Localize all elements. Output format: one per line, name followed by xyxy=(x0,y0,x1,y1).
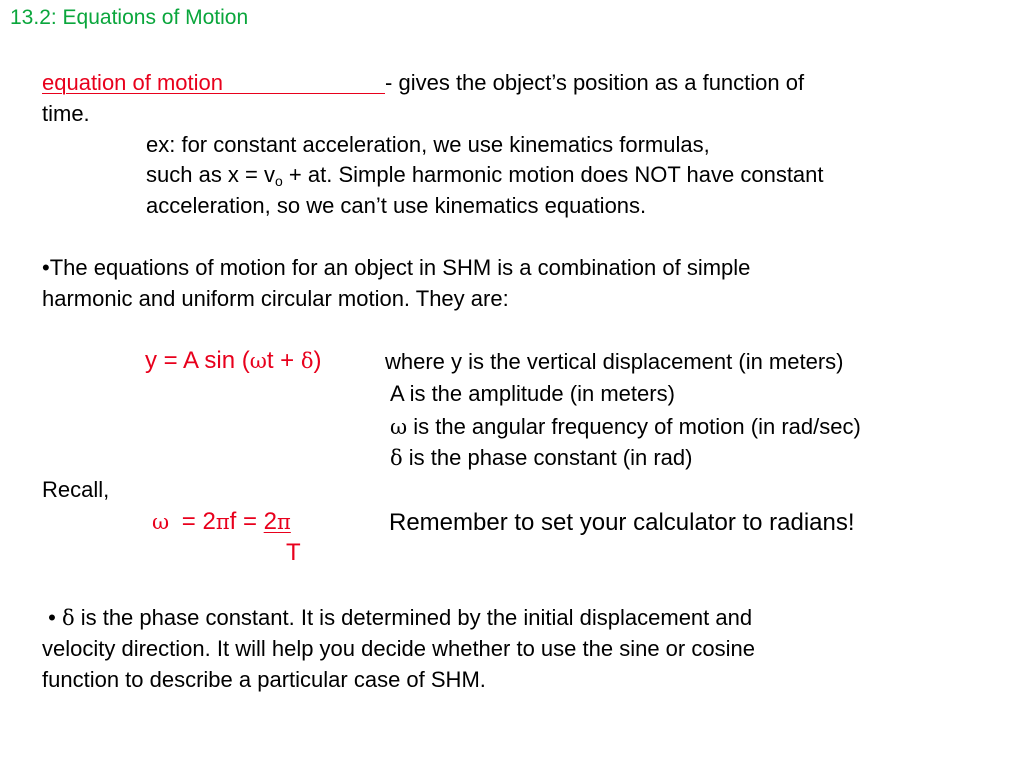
where-delta-text: is the phase constant (in rad) xyxy=(402,445,693,470)
where-delta xyxy=(390,444,692,472)
equation-close: ) xyxy=(313,347,322,374)
equation-y-part: y = A sin ( xyxy=(145,347,250,374)
formula-eq1: = 2 xyxy=(175,508,216,535)
numerator-two: 2 xyxy=(263,508,278,535)
example-line3: acceleration, so we can’t use kinematics equations. xyxy=(146,193,647,218)
shm-equation xyxy=(145,346,322,376)
delta-symbol: δ xyxy=(61,606,75,630)
example-line2-a: such as x = v xyxy=(146,162,276,187)
definition-term: equation of motion xyxy=(42,70,224,95)
definition-rest: - gives the object’s position as a function of xyxy=(385,70,805,95)
fraction-numerator xyxy=(264,508,291,535)
definition-rest-line2: time. xyxy=(42,101,90,126)
pi-symbol: π xyxy=(215,510,230,534)
bullet1-line2: harmonic and uniform circular motion. They are: xyxy=(42,286,509,311)
omega-formula xyxy=(152,507,291,537)
bullet1-line1: •The equations of motion for an object in SHM is a combination of simple xyxy=(42,255,751,280)
equation-t-part: t + xyxy=(266,347,301,374)
velocity-subscript: o xyxy=(275,173,283,189)
delta-symbol: δ xyxy=(300,349,314,373)
omega-symbol: ω xyxy=(249,349,267,373)
formula-eq2: f = xyxy=(229,508,264,535)
pi-symbol: π xyxy=(277,510,291,534)
bullet2-line1-text: is the phase constant. It is determined by the initial displacement and xyxy=(74,605,753,630)
slide-title: 13.2: Equations of Motion xyxy=(10,6,249,29)
where-y: where y is the vertical displacement (in meters) xyxy=(385,349,844,374)
bullet2-line3: function to describe a particular case of SHM. xyxy=(42,667,486,692)
example-line1: ex: for constant acceleration, we use kinematics formulas, xyxy=(146,132,710,157)
omega-symbol: ω xyxy=(152,510,170,534)
omega-symbol: ω xyxy=(390,415,408,439)
definition-blank xyxy=(223,69,385,94)
bullet2-prefix: • xyxy=(42,605,62,630)
example-line2 xyxy=(146,161,824,189)
calculator-reminder: Remember to set your calculator to radians! xyxy=(389,509,855,536)
fraction-denominator: T xyxy=(286,539,301,566)
where-A: A is the amplitude (in meters) xyxy=(390,381,675,406)
bullet2-line1 xyxy=(42,604,752,632)
bullet2-line2: velocity direction. It will help you decide whether to use the sine or cosine xyxy=(42,636,755,661)
delta-symbol: δ xyxy=(390,446,403,470)
recall-label: Recall, xyxy=(42,477,110,502)
where-omega-text: is the angular frequency of motion (in rad/sec) xyxy=(407,414,861,439)
example-line2-b: + at. Simple harmonic motion does NOT have constant xyxy=(282,162,824,187)
definition-line xyxy=(42,69,804,97)
where-omega xyxy=(390,413,861,441)
